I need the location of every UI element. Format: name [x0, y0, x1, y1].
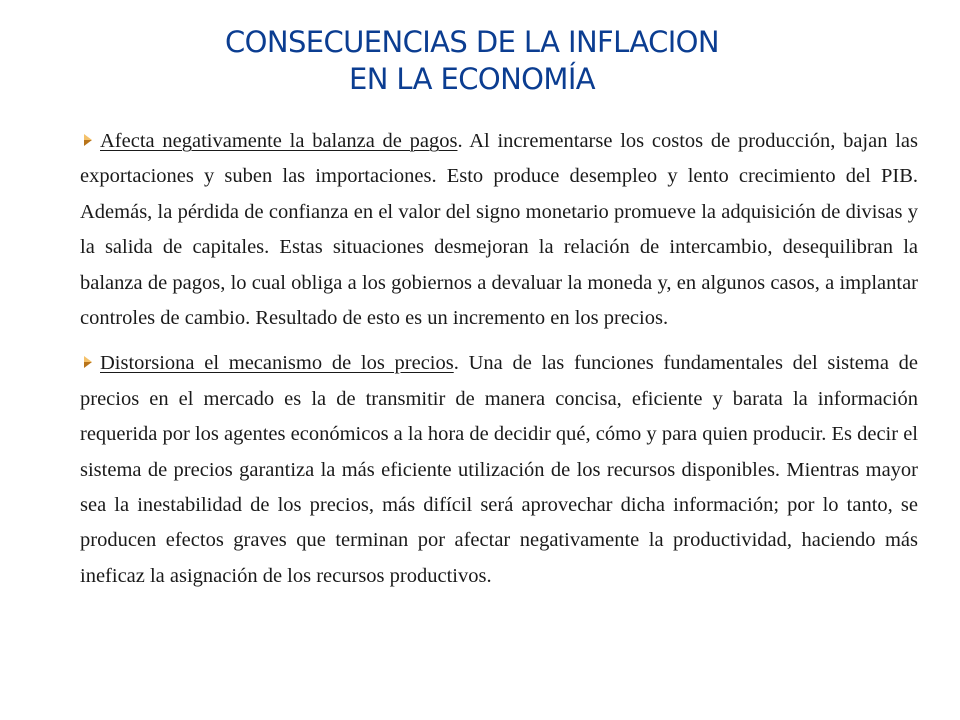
bullet-heading: Afecta negativamente la balanza de pagos — [100, 130, 458, 152]
bullet-separator: . — [453, 352, 459, 375]
slide-title-line-2: EN LA ECONOMÍA — [348, 62, 596, 96]
slide-title-line-1: CONSECUENCIAS DE LA INFLACION — [224, 25, 719, 59]
arrowhead-bullet-icon — [84, 134, 92, 146]
bullet-body: Al incrementarse los costos de producción, bajan las exportaciones y suben las importaciones. Esto produce desempleo y lento crecimiento del PIB. Además, la pérdida de confianza en el valor del signo monetario promueve la adquisición de divisas y la salida de capitales. Estas situaciones desmejoran la relación de intercambio, desequilibran la balanza de pagos, lo cual obliga a los gobiernos a devaluar la moneda y, en algunos casos, a implantar controles de cambio. Resultado de esto es un incremento en los precios. — [80, 130, 918, 330]
bullet-separator: . — [457, 130, 463, 152]
arrowhead-bullet-icon — [84, 356, 92, 368]
bullet-item-balanza-de-pagos — [80, 124, 918, 336]
bullet-body: Una de las funciones fundamentales del sistema de precios en el mercado es la de transmitir de manera concisa, eficiente y barata la información requerida por los agentes económicos a la hora de decidir qué, cómo y para quien producir. Es decir el sistema de precios garantiza la más eficiente utilización de los recursos disponibles. Mientras mayor sea la inestabilidad de los precios, más difícil será aprovechar dicha información; por lo tanto, se producen efectos graves que terminan por afectar negativamente la productividad, haciendo más ineficaz la asignación de los recursos productivos. — [80, 352, 918, 587]
bullet-item-mecanismo-de-precios — [80, 346, 918, 594]
bullet-list — [80, 124, 918, 604]
slide-title — [0, 24, 944, 98]
bullet-heading: Distorsiona el mecanismo de los precios — [100, 352, 454, 375]
